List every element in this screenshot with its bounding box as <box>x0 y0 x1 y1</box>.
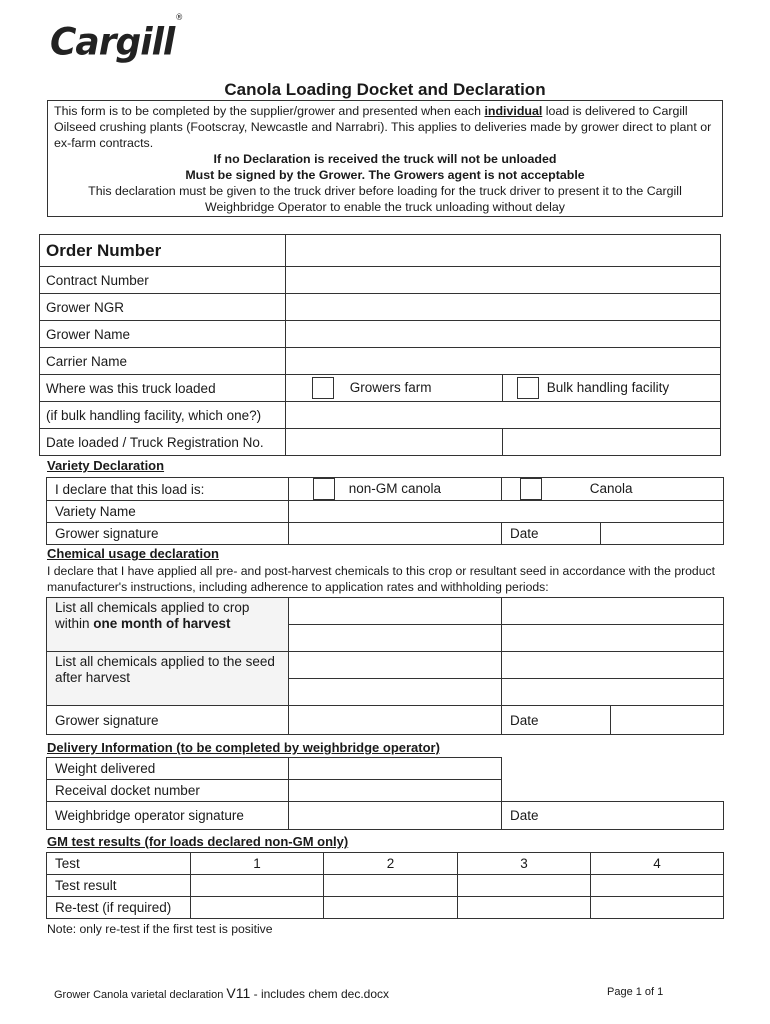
gm-result-field-3[interactable] <box>458 875 591 897</box>
page-title: Canola Loading Docket and Declaration <box>224 80 546 99</box>
order-number-label: Order Number <box>40 235 286 267</box>
order-table <box>39 234 721 456</box>
chemical-signature-field[interactable] <box>289 706 502 735</box>
gm-test-col-1: 1 <box>191 853 324 875</box>
growers-farm-option <box>286 375 503 402</box>
intro-paragraph: This form is to be completed by the supplier/grower and presented when each individual load is delivered to Cargill Oilseed crushing plants (Footscray, Newcastle and Narrabri). This applies to deliveries made by grower direct to plant or ex-farm contracts. <box>54 104 712 150</box>
delivery-heading: Delivery Information (to be completed by weighbridge operator) <box>47 740 440 755</box>
operator-signature-label: Weighbridge operator signature <box>47 802 289 830</box>
which-facility-label: (if bulk handling facility, which one?) <box>40 402 286 429</box>
warning-signature: Must be signed by the Grower. The Growers agent is not acceptable <box>185 168 585 182</box>
variety-table <box>46 477 724 545</box>
chemicals-seed-field-2[interactable] <box>502 652 724 679</box>
gm-retest-field-3[interactable] <box>458 897 591 919</box>
non-gm-option <box>289 478 502 501</box>
footer-page-number: Page 1 of 1 <box>607 986 664 998</box>
gm-test-note: Note: only re-test if the first test is positive <box>47 922 273 936</box>
variety-date-field[interactable] <box>601 523 724 545</box>
chemical-date-field[interactable] <box>611 706 724 735</box>
canola-checkbox[interactable] <box>520 478 542 500</box>
variety-name-label: Variety Name <box>47 501 289 523</box>
chemical-statement: I declare that I have applied all pre- and post-harvest chemicals to this crop or resultant seed in accordance with the product manufacturer's instructions, including adherence to application rates and withholding periods: <box>47 564 715 594</box>
growers-farm-checkbox[interactable] <box>312 377 334 399</box>
chemicals-crop-field-4[interactable] <box>502 625 724 652</box>
variety-heading: Variety Declaration <box>47 458 165 473</box>
gm-test-col-2: 2 <box>324 853 458 875</box>
operator-signature-field[interactable] <box>289 802 502 830</box>
docket-blank <box>502 780 724 802</box>
grower-name-label: Grower Name <box>40 321 286 348</box>
intro-note: This declaration must be given to the truck driver before loading for the truck driver to present it to the Cargill Weighbridge Operator to enable the truck unloading without delay <box>88 184 682 214</box>
date-loaded-label: Date loaded / Truck Registration No. <box>40 429 286 456</box>
gm-test-label: Test <box>47 853 191 875</box>
gm-result-field-2[interactable] <box>324 875 458 897</box>
variety-signature-label: Grower signature <box>47 523 289 545</box>
chemicals-seed-field-3[interactable] <box>289 679 502 706</box>
gm-result-field-1[interactable] <box>191 875 324 897</box>
date-loaded-field[interactable] <box>286 429 503 456</box>
contract-number-label: Contract Number <box>40 267 286 294</box>
docket-field[interactable] <box>289 780 502 802</box>
gm-result-field-4[interactable] <box>591 875 724 897</box>
contract-number-field[interactable] <box>286 267 721 294</box>
delivery-date-label: Date <box>510 808 539 823</box>
weight-field[interactable] <box>289 758 502 780</box>
chemicals-seed-field-4[interactable] <box>502 679 724 706</box>
grower-ngr-label: Grower NGR <box>40 294 286 321</box>
bulk-handling-option <box>503 375 721 402</box>
growers-farm-label: Growers farm <box>349 379 432 395</box>
gm-retest-field-1[interactable] <box>191 897 324 919</box>
intro-box <box>47 100 723 217</box>
docket-label: Receival docket number <box>47 780 289 802</box>
chemical-signature-label: Grower signature <box>47 706 289 735</box>
gm-result-label: Test result <box>47 875 191 897</box>
weight-label: Weight delivered <box>47 758 289 780</box>
chemical-table <box>46 597 724 735</box>
variety-signature-field[interactable] <box>289 523 502 545</box>
delivery-table <box>46 757 724 830</box>
chemicals-seed-label: List all chemicals applied to the seed after harvest <box>47 652 289 706</box>
chemicals-crop-field-2[interactable] <box>502 598 724 625</box>
non-gm-checkbox[interactable] <box>313 478 335 500</box>
non-gm-label: non-GM canola <box>348 480 442 496</box>
bulk-handling-label: Bulk handling facility <box>546 379 670 395</box>
truck-registration-field[interactable] <box>503 429 721 456</box>
chemical-heading: Chemical usage declaration <box>47 546 219 561</box>
grower-ngr-field[interactable] <box>286 294 721 321</box>
chemicals-seed-field-1[interactable] <box>289 652 502 679</box>
truck-loaded-label: Where was this truck loaded <box>40 375 286 402</box>
gm-retest-field-2[interactable] <box>324 897 458 919</box>
variety-name-field[interactable] <box>289 501 724 523</box>
gm-test-col-3: 3 <box>458 853 591 875</box>
gm-test-heading: GM test results (for loads declared non-GM only) <box>47 834 349 849</box>
chemicals-crop-field-1[interactable] <box>289 598 502 625</box>
warning-unloaded: If no Declaration is received the truck will not be unloaded <box>213 152 557 166</box>
chemical-date-label: Date <box>502 706 611 735</box>
footer-filename: Grower Canola varietal declaration V11 - includes chem dec.docx <box>54 985 390 1001</box>
gm-test-col-4: 4 <box>591 853 724 875</box>
weight-blank <box>502 758 724 780</box>
variety-date-label: Date <box>502 523 601 545</box>
order-number-field[interactable] <box>286 235 721 267</box>
delivery-date-cell[interactable] <box>502 802 724 830</box>
bulk-handling-checkbox[interactable] <box>517 377 539 399</box>
canola-label: Canola <box>589 480 633 496</box>
chemicals-crop-label: List all chemicals applied to crop within one month of harvest <box>47 598 289 652</box>
chemicals-crop-field-3[interactable] <box>289 625 502 652</box>
gm-retest-field-4[interactable] <box>591 897 724 919</box>
gm-test-table <box>46 852 724 919</box>
carrier-name-field[interactable] <box>286 348 721 375</box>
grower-name-field[interactable] <box>286 321 721 348</box>
cargill-logo: Cargill® <box>50 12 183 65</box>
declare-label: I declare that this load is: <box>47 478 289 501</box>
which-facility-field[interactable] <box>286 402 721 429</box>
carrier-name-label: Carrier Name <box>40 348 286 375</box>
canola-option <box>502 478 724 501</box>
gm-retest-label: Re-test (if required) <box>47 897 191 919</box>
